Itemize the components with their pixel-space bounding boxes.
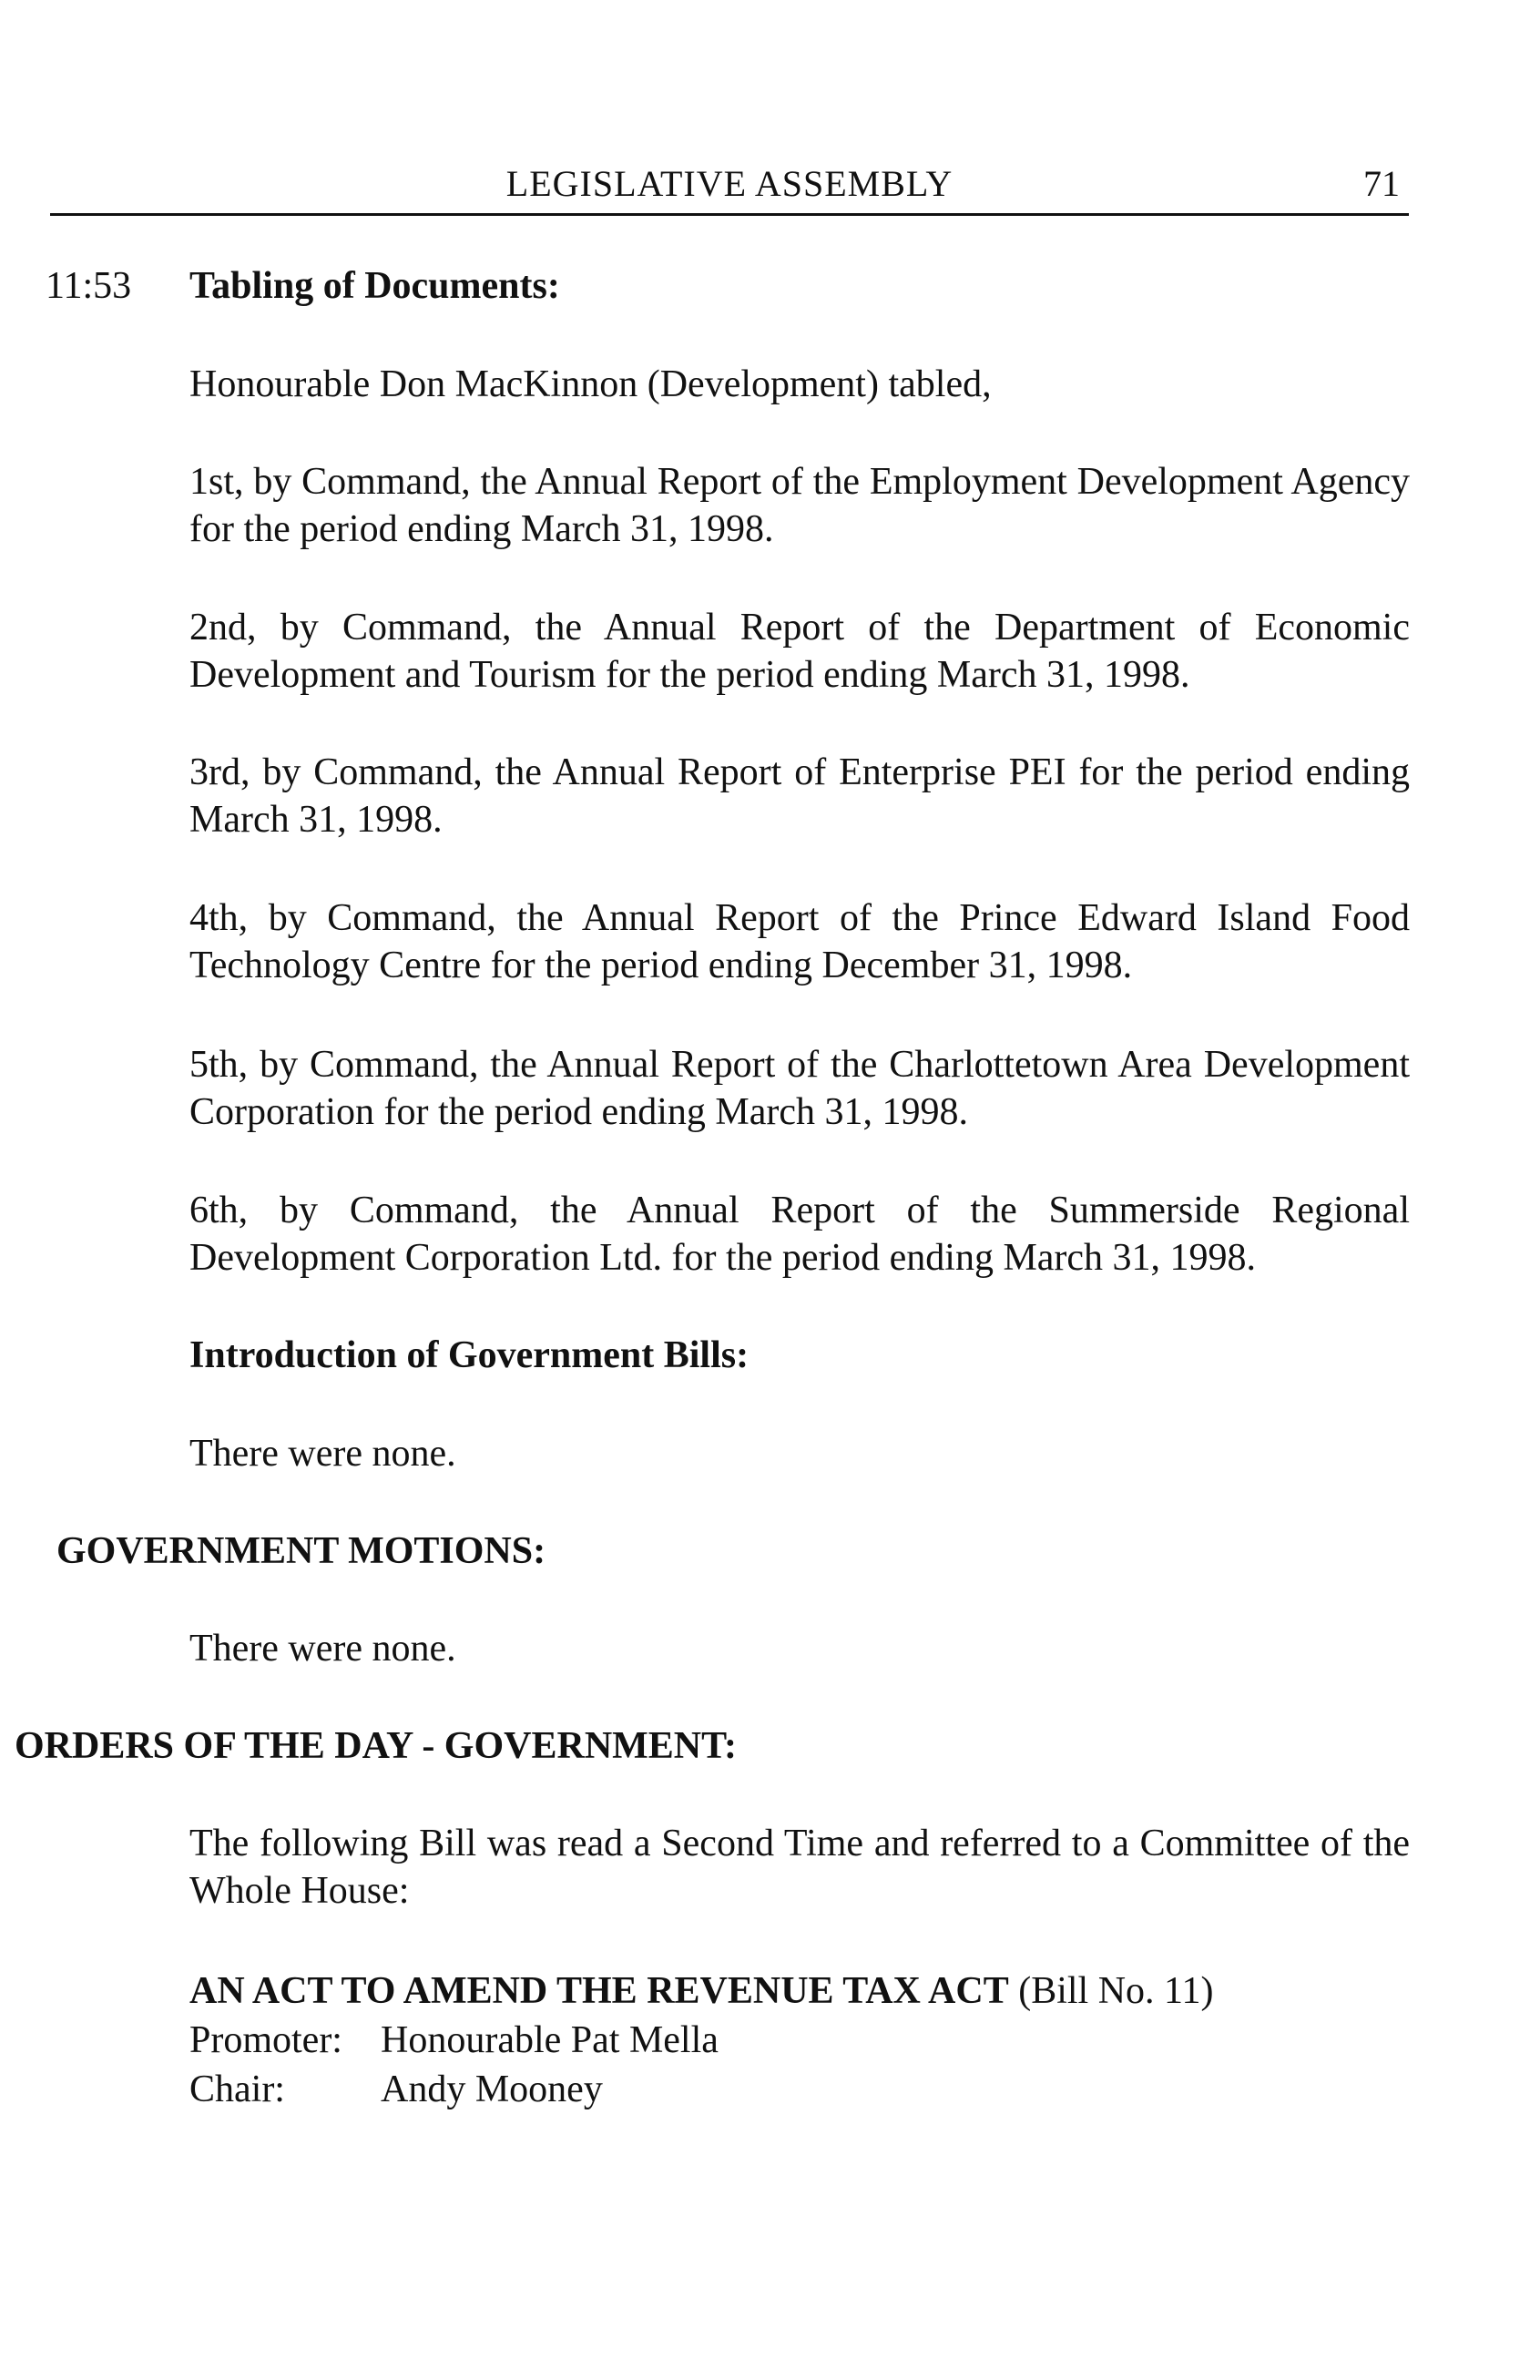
government-motions-text: There were none. <box>189 1628 456 1670</box>
promoter-line <box>189 2017 719 2064</box>
government-bills-heading: Introduction of Government Bills: <box>189 1334 750 1376</box>
page-header <box>50 162 1409 216</box>
promoter-label: Promoter: <box>189 2019 342 2061</box>
tabled-item-5: 5th, by Command, the Annual Report of the Charlottetown Area Development Corporation for the period ending March 31, 1998. <box>189 1044 1410 1133</box>
chair-name: Andy Mooney <box>381 2068 603 2110</box>
orders-text: The following Bill was read a Second Time and referred to a Committee of the Whole House: <box>189 1823 1410 1912</box>
tabled-item-4: 4th, by Command, the Annual Report of the Prince Edward Island Food Technology Centre for the period ending December 31, 1998. <box>189 897 1410 986</box>
government-bills-text: There were none. <box>189 1433 456 1475</box>
bill-number: (Bill No. 11) <box>1018 1970 1214 2012</box>
tabling-intro: Honourable Don MacKinnon (Development) tabled, <box>189 363 992 405</box>
government-motions-heading: GOVERNMENT MOTIONS: <box>56 1530 546 1572</box>
orders-of-the-day-heading: ORDERS OF THE DAY - GOVERNMENT: <box>15 1725 738 1767</box>
time-stamp: 11:53 <box>46 265 132 307</box>
running-title: LEGISLATIVE ASSEMBLY <box>505 163 954 204</box>
chair-line <box>189 2066 603 2113</box>
bill-title-line <box>189 1967 1213 2015</box>
tabled-item-6: 6th, by Command, the Annual Report of the Summerside Regional Development Corporation Ltd. for the period ending March 31, 1998. <box>189 1190 1410 1279</box>
tabled-item-3: 3rd, by Command, the Annual Report of Enterprise PEI for the period ending March 31, 1998. <box>189 751 1410 841</box>
bill-title: AN ACT TO AMEND THE REVENUE TAX ACT <box>189 1970 1009 2012</box>
tabled-item-1: 1st, by Command, the Annual Report of the Employment Development Agency for the period ending March 31, 1998. <box>189 461 1410 550</box>
page-number: 71 <box>1363 163 1400 204</box>
chair-label: Chair: <box>189 2068 285 2110</box>
tabled-item-2: 2nd, by Command, the Annual Report of the Department of Economic Development and Tourism for the period ending March 31, 1998. <box>189 607 1410 696</box>
promoter-name: Honourable Pat Mella <box>381 2019 719 2061</box>
tabling-heading: Tabling of Documents: <box>189 265 560 307</box>
